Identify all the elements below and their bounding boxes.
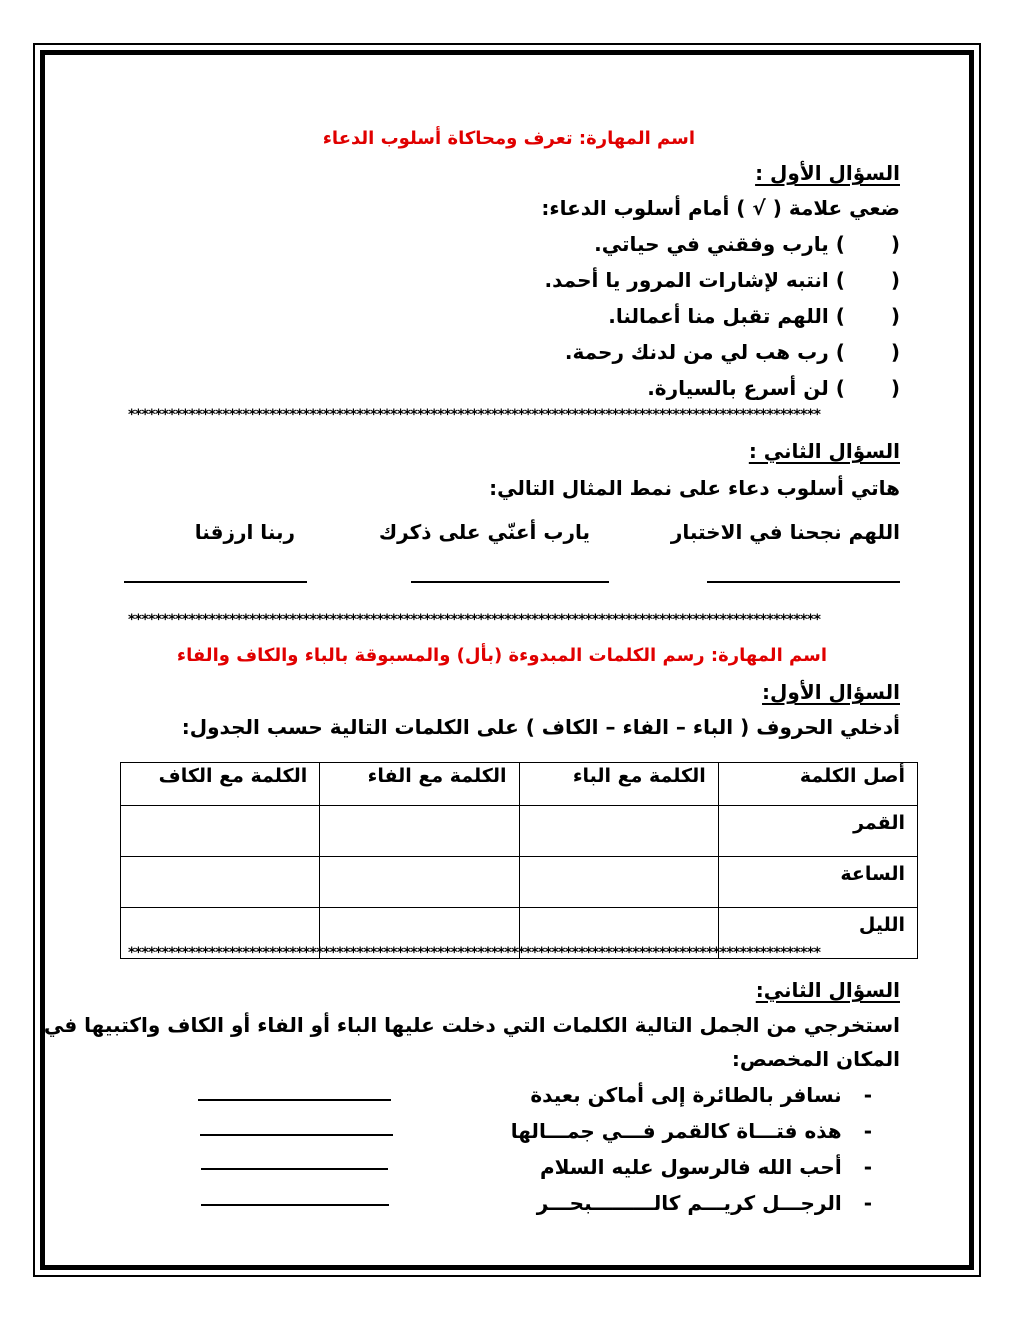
- answer-cell[interactable]: [320, 806, 519, 857]
- answer-cell[interactable]: [320, 857, 519, 908]
- letters-table: [120, 762, 918, 959]
- s2-q2-instruction-line1: استخرجي من الجمل التالية الكلمات التي دخلت عليها الباء أو الفاء أو الكاف واكتبيها في: [43, 1013, 900, 1037]
- separator-stars: *******************************************************************************************************: [128, 946, 821, 960]
- sentence-text: نسافر بالطائرة إلى أماكن بعيدة: [530, 1083, 842, 1107]
- sentence-item: [511, 1119, 872, 1143]
- table-header: الكلمة مع الباء: [519, 763, 718, 806]
- table-header-row: [121, 763, 918, 806]
- example-3: ربنا ارزقنا: [194, 520, 295, 544]
- example-2: يارب أعنّي على ذكرك: [378, 520, 590, 544]
- q1-item: [545, 268, 900, 292]
- q2-instruction: هاتي أسلوب دعاء على نمط المثال التالي:: [489, 476, 900, 500]
- answer-cell[interactable]: [121, 806, 320, 857]
- q1-item: [647, 376, 900, 400]
- table-word-cell: القمر: [718, 806, 917, 857]
- answer-paren-open[interactable]: (: [890, 376, 900, 400]
- s2-q1-instruction: أدخلي الحروف ( الباء – الفاء – الكاف ) على الكلمات التالية حسب الجدول:: [181, 715, 900, 739]
- answer-cell[interactable]: [519, 857, 718, 908]
- skill-title-2: اسم المهارة: رسم الكلمات المبدوءة (بأل) والمسبوقة بالباء والكاف والفاء: [176, 645, 827, 666]
- sentence-text: أحب الله فالرسول عليه السلام: [539, 1155, 842, 1179]
- q1-item-text: لن أسرع بالسيارة.: [647, 376, 829, 400]
- answer-line[interactable]: [124, 581, 307, 583]
- answer-line[interactable]: [411, 581, 609, 583]
- table-header: أصل الكلمة: [718, 763, 917, 806]
- q1-item-text: رب هب لي من لدنك رحمة.: [564, 340, 829, 364]
- answer-paren-close: ): [835, 232, 845, 256]
- q1-item-text: اللهم تقبل منا أعمالنا.: [608, 304, 829, 328]
- answer-paren-open[interactable]: (: [890, 268, 900, 292]
- separator-stars: *******************************************************************************************************: [128, 613, 821, 627]
- bullet-dash: -: [863, 1191, 872, 1215]
- answer-line[interactable]: [707, 581, 900, 583]
- answer-line[interactable]: [198, 1099, 391, 1101]
- answer-cell[interactable]: [519, 806, 718, 857]
- table-header: الكلمة مع الكاف: [121, 763, 320, 806]
- s2-q2-instruction-line2: المكان المخصص:: [731, 1047, 900, 1071]
- sentence-text: هذه فتـــاة كالقمر فـــي جمـــالها: [510, 1119, 842, 1143]
- answer-cell[interactable]: [121, 857, 320, 908]
- answer-paren-open[interactable]: (: [890, 232, 900, 256]
- answer-paren-close: ): [835, 268, 845, 292]
- answer-paren-open[interactable]: (: [890, 340, 900, 364]
- q2-heading: السؤال الثاني :: [748, 439, 900, 463]
- skill-title-1: اسم المهارة: تعرف ومحاكاة أسلوب الدعاء: [322, 128, 695, 149]
- bullet-dash: -: [863, 1155, 872, 1179]
- s2-q2-heading: السؤال الثاني:: [755, 978, 900, 1002]
- q1-item-text: انتبه لإشارات المرور يا أحمد.: [544, 268, 829, 292]
- bullet-dash: -: [863, 1083, 872, 1107]
- answer-line[interactable]: [201, 1168, 388, 1170]
- q1-heading: السؤال الأول :: [755, 161, 900, 185]
- table-row: [121, 806, 918, 857]
- answer-paren-open[interactable]: (: [890, 304, 900, 328]
- table-word-cell: الساعة: [718, 857, 917, 908]
- sentence-item: [540, 1155, 872, 1179]
- answer-line[interactable]: [201, 1204, 389, 1206]
- q1-item: [594, 232, 900, 256]
- table-header: الكلمة مع الفاء: [320, 763, 519, 806]
- table-row: [121, 857, 918, 908]
- bullet-dash: -: [863, 1119, 872, 1143]
- answer-paren-close: ): [835, 376, 845, 400]
- answer-paren-close: ): [835, 304, 845, 328]
- q1-item: [565, 340, 900, 364]
- sentence-item: [537, 1191, 872, 1215]
- s2-q1-heading: السؤال الأول:: [762, 680, 900, 704]
- q1-instruction: ضعي علامة ( √ ) أمام أسلوب الدعاء:: [541, 196, 900, 220]
- answer-line[interactable]: [200, 1134, 393, 1136]
- q1-item: [608, 304, 900, 328]
- sentence-item: [530, 1083, 872, 1107]
- sentence-text: الرجـــل كريـــم كالـــــــــبحـــر: [536, 1191, 842, 1215]
- table-word-cell: الليل: [718, 908, 917, 959]
- answer-paren-close: ): [835, 340, 845, 364]
- separator-stars: *******************************************************************************************************: [128, 408, 821, 422]
- q1-item-text: يارب وفقني في حياتي.: [594, 232, 829, 256]
- example-1: اللهم نجحنا في الاختبار: [670, 520, 900, 544]
